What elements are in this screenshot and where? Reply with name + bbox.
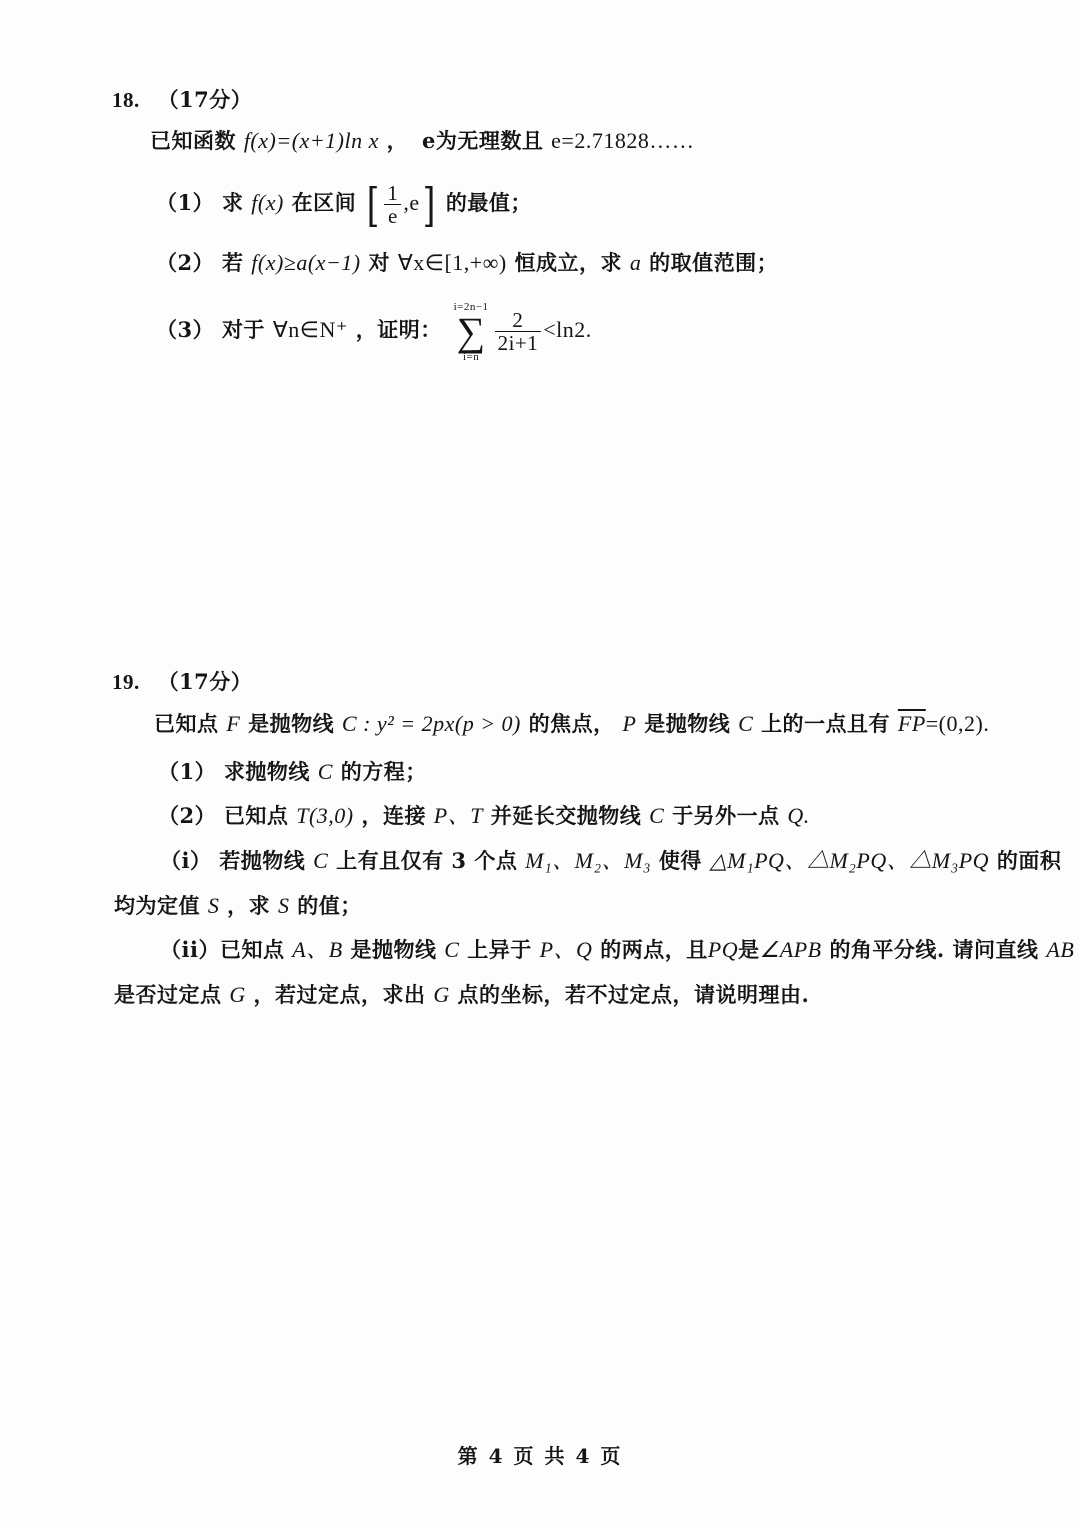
q18-part2-inequality: f(x)≥a(x−1) xyxy=(251,250,361,275)
q18-part3-end: . xyxy=(585,317,592,342)
fraction-numerator: 2 xyxy=(495,309,542,332)
q18-part1-text-a: 求 xyxy=(221,190,244,215)
q19-line-AB: AB xyxy=(1046,937,1075,962)
q19-part2-b: ，连接 xyxy=(361,803,426,828)
q18-intro xyxy=(150,127,694,155)
q18-part1-fraction xyxy=(384,182,401,227)
q19-part2-d: 于另外一点 xyxy=(672,803,780,828)
q18-part3-text-b: ，证明： xyxy=(355,317,442,342)
q19-sub-i-points: M₁、M₂、M₃ xyxy=(525,848,652,873)
q18-score: （17分） xyxy=(157,87,253,112)
q19-point-P: P xyxy=(622,711,637,736)
q18-part1-func: f(x) xyxy=(251,190,284,215)
sigma-symbol: ∑ xyxy=(456,308,486,354)
q19-sub-ii-line2-a: 是否过定点 xyxy=(114,982,222,1007)
q19-intro-e: 上的一点且有 xyxy=(761,711,891,736)
q18-part2 xyxy=(156,249,778,277)
q18-part2-text-d: 的取值范围； xyxy=(649,250,779,275)
fraction-denominator: 2i+1 xyxy=(497,331,539,355)
q18-part3-label: （3） xyxy=(156,317,215,342)
q18-part2-var: a xyxy=(629,250,642,275)
q18-comma: ， xyxy=(386,128,409,153)
q18-part1-interval-end: ,e xyxy=(403,190,420,215)
q19-parabola: C : y² = 2px(p > 0) xyxy=(341,711,521,736)
q19-sub-i-line2-b: ，求 xyxy=(227,893,271,918)
q19-sub-i xyxy=(160,847,1061,875)
q19-point-Q: Q. xyxy=(787,803,810,828)
q18-part2-text-c: 恒成立，求 xyxy=(514,250,623,275)
q19-sub-i-c: 使得 xyxy=(658,848,702,873)
q19-var-S: S xyxy=(277,893,290,918)
q19-intro-d: 是抛物线 xyxy=(644,711,731,736)
q19-sub-ii-c: 上异于 xyxy=(467,937,532,962)
q19-sub-ii-a: 已知点 xyxy=(219,937,285,962)
q19-sub-ii-e: 是 xyxy=(738,937,760,962)
q19-part1-a: 求抛物线 xyxy=(223,759,310,784)
q19-sub-i-a: 若抛物线 xyxy=(219,848,306,873)
q19-sub-i-line2-c: 的值； xyxy=(297,893,362,918)
q19-vector-FP: $\overline{FP}$ xyxy=(897,711,926,736)
q19-sub-i-b: 上有且仅有 3 个点 xyxy=(336,848,518,873)
fraction-denominator: e xyxy=(387,204,398,228)
q19-intro-a: 已知点 xyxy=(154,711,219,736)
q18-part1-text-b: 在区间 xyxy=(291,190,357,215)
q19-var-S: S xyxy=(207,893,220,918)
q19-sub-ii xyxy=(160,936,1074,964)
q19-sub-i-line2-a: 均为定值 xyxy=(114,893,200,918)
q19-header xyxy=(112,668,252,696)
q19-part2-a: 已知点 xyxy=(223,803,289,828)
q19-curve-C: C xyxy=(738,711,754,736)
q19-sub-i-label: （i） xyxy=(160,848,212,873)
page-footer: 第 4 页 共 4 页 xyxy=(457,1444,623,1468)
q19-part2-label: （2） xyxy=(158,803,217,828)
q19-part2-c: 并延长交抛物线 xyxy=(490,803,642,828)
q19-vector-value: =(0,2). xyxy=(925,711,990,736)
q19-sub-ii-b: 是抛物线 xyxy=(350,937,437,962)
q19-part2-C: C xyxy=(649,803,665,828)
q18-function: f(x)=(x+1)ln x xyxy=(243,128,379,153)
q18-part3 xyxy=(156,298,592,363)
q19-part2 xyxy=(158,802,810,830)
q19-score: （17分） xyxy=(157,669,253,694)
q18-part3-rhs: <ln2 xyxy=(543,317,586,342)
q19-sub-ii-PQ2: PQ xyxy=(707,937,739,962)
q18-intro-text: 已知函数 xyxy=(150,128,236,153)
q19-part1-C: C xyxy=(317,759,333,784)
q18-number: 18. xyxy=(112,88,140,112)
q19-number: 19. xyxy=(112,670,140,694)
q18-part2-text-a: 若 xyxy=(221,250,244,275)
q19-sub-ii-line2-b: ，若过定点，求出 xyxy=(253,982,426,1007)
q19-point-G: G xyxy=(433,982,450,1007)
q18-part1 xyxy=(156,177,532,232)
q18-part2-forall: ∀x∈[1,+∞) xyxy=(397,250,507,275)
q19-sub-ii-d: 的两点，且 xyxy=(600,937,708,962)
q19-intro xyxy=(154,710,989,738)
right-bracket: ] xyxy=(422,177,436,232)
q18-part3-fraction xyxy=(495,309,542,354)
q19-sub-ii-line2-c: 点的坐标，若不过定点，请说明理由. xyxy=(457,982,810,1007)
q18-part3-forall: ∀n∈N⁺ xyxy=(272,317,348,342)
q19-intro-b: 是抛物线 xyxy=(248,711,335,736)
q18-part2-label: （2） xyxy=(156,250,215,275)
left-bracket: [ xyxy=(366,177,380,232)
sum-lower-limit: i=n xyxy=(462,350,480,363)
q19-part1 xyxy=(158,758,427,786)
fraction-numerator: 1 xyxy=(384,182,401,205)
q18-header xyxy=(112,86,252,114)
q19-sub-ii-line2 xyxy=(114,981,809,1009)
q19-sub-i-line2 xyxy=(114,892,362,920)
q19-sub-i-d: 的面积 xyxy=(996,848,1062,873)
q19-points-AB: A、B xyxy=(292,937,343,962)
q19-part2-PT: P、T xyxy=(433,803,483,828)
q18-part2-text-b: 对 xyxy=(368,250,390,275)
q18-part3-text-a: 对于 xyxy=(221,317,265,342)
q19-sub-ii-C: C xyxy=(444,937,460,962)
q19-part1-label: （1） xyxy=(158,759,217,784)
q19-intro-c: 的焦点， xyxy=(528,711,615,736)
q18-e-text: e为无理数且 xyxy=(421,128,544,153)
q19-sub-ii-f: 的角平分线. 请问直线 xyxy=(829,937,1039,962)
q19-sub-ii-PQ: P、Q xyxy=(539,937,593,962)
summation xyxy=(454,301,489,363)
q18-part1-text-c: 的最值； xyxy=(445,190,532,215)
q19-angle-APB: ∠APB xyxy=(759,937,822,962)
sum-upper-limit: i=2n−1 xyxy=(453,300,489,313)
q19-sub-i-triangles: △M₁PQ、△M₂PQ、△M₃PQ xyxy=(709,848,990,873)
q19-point-F: F xyxy=(226,711,241,736)
q18-part1-label: （1） xyxy=(156,190,215,215)
q19-point-G: G xyxy=(229,982,246,1007)
q19-point-T: T(3,0) xyxy=(296,803,354,828)
q19-sub-i-C: C xyxy=(313,848,329,873)
q19-part1-b: 的方程； xyxy=(340,759,427,784)
q19-sub-ii-label: （ii） xyxy=(160,937,220,962)
q18-e-value: e=2.71828…… xyxy=(551,128,695,153)
